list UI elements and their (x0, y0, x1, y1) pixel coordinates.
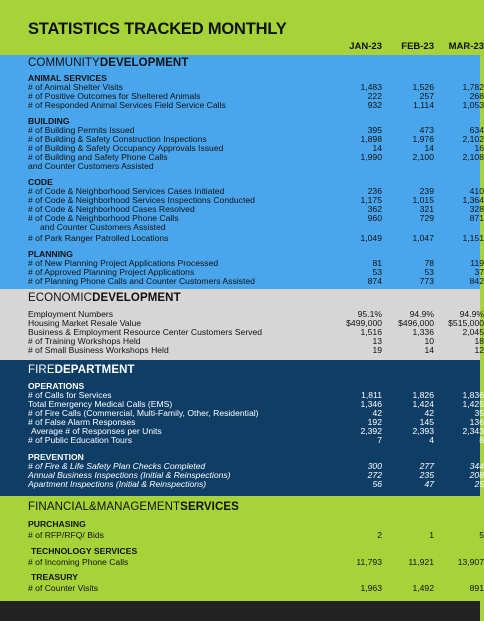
stat-label: # of Fire Calls (Commercial, Multi-Family, Other, Residential) (28, 408, 259, 418)
stat-value: 2,393 (412, 426, 434, 436)
stat-row (0, 100, 484, 110)
stat-value: 239 (419, 186, 434, 196)
month-header: MAR-23 (448, 41, 484, 52)
footer-bar (0, 601, 480, 621)
stat-label: # of Fire & Life Safety Plan Checks Completed (28, 461, 206, 471)
stat-value: 222 (367, 91, 382, 101)
stat-value: 8 (479, 435, 484, 445)
stat-label: Housing Market Resale Value (28, 318, 142, 328)
stat-label: # of Incoming Phone Calls (28, 557, 129, 567)
stat-label: and Counter Customers Assisted (28, 161, 154, 171)
stat-value: 328 (469, 204, 484, 214)
stat-label: # of New Planning Project Applications Processed (28, 258, 219, 268)
subsection-heading: CODE (28, 177, 53, 187)
stat-value: 25 (474, 479, 484, 489)
stat-row (0, 583, 484, 593)
stat-value: 1,346 (360, 399, 382, 409)
stat-label: # of Responded Animal Services Field Service Calls (28, 100, 226, 110)
stat-value: 1,492 (412, 583, 434, 593)
stat-label: # of False Alarm Responses (28, 417, 136, 427)
stat-value: 78 (424, 258, 434, 268)
section-title-part: DEPARTMENT (54, 364, 135, 376)
stat-label: # of Building & Safety Construction Inspections (28, 134, 207, 144)
stat-label: # of Code & Neighborhood Phone Calls (28, 213, 179, 223)
stat-value: 1,516 (360, 327, 382, 337)
stat-value: 16 (474, 143, 484, 153)
month-header: FEB-23 (401, 41, 434, 52)
stat-value: 1,526 (412, 82, 434, 92)
stat-value: 1,836 (462, 390, 484, 400)
stat-value: 14 (424, 345, 434, 355)
stat-label: # of Building & Safety Occupancy Approvals Issued (28, 143, 224, 153)
stat-value: 37 (474, 267, 484, 277)
stat-label: # of RFP/RFQ/ Bids (28, 530, 104, 540)
stat-value: 7 (377, 435, 382, 445)
stat-value: 395 (367, 125, 382, 135)
community-development-section (0, 55, 484, 289)
stat-value: 47 (424, 479, 434, 489)
stat-value: 1,826 (412, 390, 434, 400)
stat-value: 14 (424, 143, 434, 153)
stat-value: 410 (469, 186, 484, 196)
stat-value: 1,114 (413, 100, 434, 110)
subsection-heading: ANIMAL SERVICES (28, 73, 107, 83)
stat-value: 236 (367, 186, 382, 196)
stat-label: Apartment Inspections (Initial & Reinspections) (28, 479, 207, 489)
section-title (28, 364, 135, 376)
stat-label: # of Building Permits Issued (28, 125, 135, 135)
stat-value: 321 (419, 204, 434, 214)
stat-value: 95.1% (357, 309, 382, 319)
subsection-heading: BUILDING (28, 116, 70, 126)
stat-value: 277 (419, 461, 434, 471)
section-title-part: DEVELOPMENT (99, 57, 189, 69)
section-title-part: FINANCIAL&MANAGEMENT (28, 501, 181, 513)
stat-value: 1,047 (412, 233, 434, 243)
stat-value: 1,990 (360, 152, 382, 162)
stat-value: $499,000 (346, 318, 382, 328)
stat-value: 11,793 (356, 557, 382, 567)
stat-value: 13 (372, 336, 382, 346)
stat-label: # of Public Education Tours (28, 435, 132, 445)
section-title-part: FIRE (28, 364, 55, 376)
stat-value: 11,921 (408, 557, 434, 567)
section-title-part: COMMUNITY (28, 57, 100, 69)
stat-label: # of Building and Safety Phone Calls (28, 152, 168, 162)
stat-value: 1,049 (360, 233, 382, 243)
stat-value: 1,424 (412, 399, 434, 409)
subsection-heading: PURCHASING (28, 519, 86, 529)
stat-row (0, 345, 484, 355)
stat-value: $515,000 (448, 318, 484, 328)
stat-value: 257 (419, 91, 434, 101)
section-title (28, 57, 188, 69)
economic-development-section (0, 289, 484, 360)
stat-value: 2 (377, 530, 382, 540)
stat-value: 1,898 (360, 134, 382, 144)
stat-label: # of Approved Planning Project Applications (28, 267, 195, 277)
subsection-heading: PLANNING (28, 249, 73, 259)
stat-value: 362 (367, 204, 382, 214)
stat-value: 4 (429, 435, 434, 445)
stat-value: 268 (469, 91, 484, 101)
stat-value: 1,963 (360, 583, 382, 593)
stat-value: 10 (424, 336, 434, 346)
stat-value: 2,045 (462, 327, 484, 337)
stat-value: 344 (469, 461, 484, 471)
month-header: JAN-23 (349, 41, 382, 52)
stat-value: 874 (367, 276, 382, 286)
stat-label: Total Emergency Medical Calls (EMS) (28, 399, 173, 409)
stat-value: 2,100 (412, 152, 434, 162)
section-title-part: DEVELOPMENT (92, 292, 181, 304)
stat-value: 1,811 (361, 390, 382, 400)
stat-value: 14 (372, 143, 382, 153)
stat-label: # of Small Business Workshops Held (28, 345, 169, 355)
stat-row (0, 161, 480, 171)
stat-row (0, 222, 480, 232)
financial-management-section (0, 496, 484, 601)
stat-value: 94.9% (459, 309, 484, 319)
stat-value: 1,483 (360, 82, 382, 92)
stat-value: 1,425 (462, 399, 484, 409)
stat-row (0, 530, 484, 540)
stat-value: 300 (367, 461, 382, 471)
stat-value: 2,108 (462, 152, 484, 162)
stat-label: # of Positive Outcomes for Sheltered Animals (28, 91, 201, 101)
stat-label: # of Code & Neighborhood Services Inspections Conducted (28, 195, 255, 205)
stat-value: 1,336 (412, 327, 434, 337)
stat-value: 42 (424, 408, 434, 418)
stat-row (0, 557, 484, 567)
stat-value: 119 (470, 258, 484, 268)
stat-label: # of Training Workshops Held (28, 336, 141, 346)
stat-value: 2,392 (360, 426, 382, 436)
stat-value: 1,053 (462, 100, 484, 110)
stat-value: $496,000 (398, 318, 434, 328)
section-title-part: SERVICES (180, 501, 239, 513)
subsection-heading: OPERATIONS (28, 381, 85, 391)
stat-value: 773 (419, 276, 434, 286)
stat-value: 81 (372, 258, 382, 268)
stat-label: # of Code & Neighborhood Cases Resolved (28, 204, 195, 214)
stat-value: 19 (372, 345, 382, 355)
stat-value: 1,364 (462, 195, 484, 205)
stat-value: 634 (469, 125, 484, 135)
stat-value: 272 (367, 470, 382, 480)
stat-value: 56 (372, 479, 382, 489)
stat-value: 42 (372, 408, 382, 418)
section-title (28, 292, 181, 304)
stat-label: # of Animal Shelter Visits (28, 82, 123, 92)
stat-value: 192 (367, 417, 382, 427)
stat-value: 13,907 (457, 557, 484, 567)
stat-value: 473 (419, 125, 434, 135)
stat-value: 871 (469, 213, 484, 223)
stat-value: 94.9% (409, 309, 434, 319)
stat-value: 960 (367, 213, 382, 223)
stat-value: 2,102 (462, 134, 484, 144)
stat-label: Average # of Responses per Units (31, 426, 162, 436)
stat-value: 18 (474, 336, 484, 346)
stat-value: 145 (419, 417, 434, 427)
stat-row (0, 276, 484, 286)
stat-value: 53 (372, 267, 382, 277)
stat-value: 1 (429, 530, 434, 540)
fire-department-section (0, 360, 484, 496)
stat-value: 136 (469, 417, 484, 427)
stat-label: # of Planning Phone Calls and Counter Customers Assisted (28, 276, 255, 286)
stat-value: 2,343 (462, 426, 484, 436)
stat-value: 932 (367, 100, 382, 110)
stat-value: 208 (469, 470, 484, 480)
stat-value: 53 (424, 267, 434, 277)
section-title-part: ECONOMIC (28, 292, 93, 304)
month-headers (0, 41, 484, 53)
stat-row (0, 435, 484, 445)
stat-value: 729 (419, 213, 434, 223)
stat-value: 891 (469, 583, 484, 593)
stat-value: 842 (469, 276, 484, 286)
subsection-heading: TREASURY (31, 572, 78, 582)
stat-value: 235 (419, 470, 434, 480)
stat-value: 1,015 (412, 195, 434, 205)
stat-value: 1,151 (462, 233, 484, 243)
stat-label: # of Counter Visits (28, 583, 99, 593)
stat-label: # of Code & Neighborhood Services Cases Initiated (28, 186, 225, 196)
stat-label: Business & Employment Resource Center Customers Served (28, 327, 263, 337)
stat-value: 5 (479, 530, 484, 540)
stat-label: Employment Numbers (28, 309, 114, 319)
stat-label: and Counter Customers Assisted (40, 222, 166, 232)
subsection-heading: PREVENTION (28, 452, 84, 462)
stat-row (0, 233, 484, 243)
section-title (28, 501, 239, 513)
stat-value: 1,175 (360, 195, 382, 205)
stat-label: # of Calls for Services (28, 390, 112, 400)
page-title: STATISTICS TRACKED MONTHLY (28, 20, 287, 38)
stat-label: Annual Business Inspections (Initial & Reinspections) (28, 470, 231, 480)
stat-value: 35 (474, 408, 484, 418)
subsection-heading: TECHNOLOGY SERVICES (31, 546, 138, 556)
stat-row (0, 479, 484, 489)
stat-value: 12 (474, 345, 484, 355)
stat-label: # of Park Ranger Patrolled Locations (28, 233, 169, 243)
stat-value: 1,782 (462, 82, 484, 92)
stat-value: 1,976 (412, 134, 434, 144)
